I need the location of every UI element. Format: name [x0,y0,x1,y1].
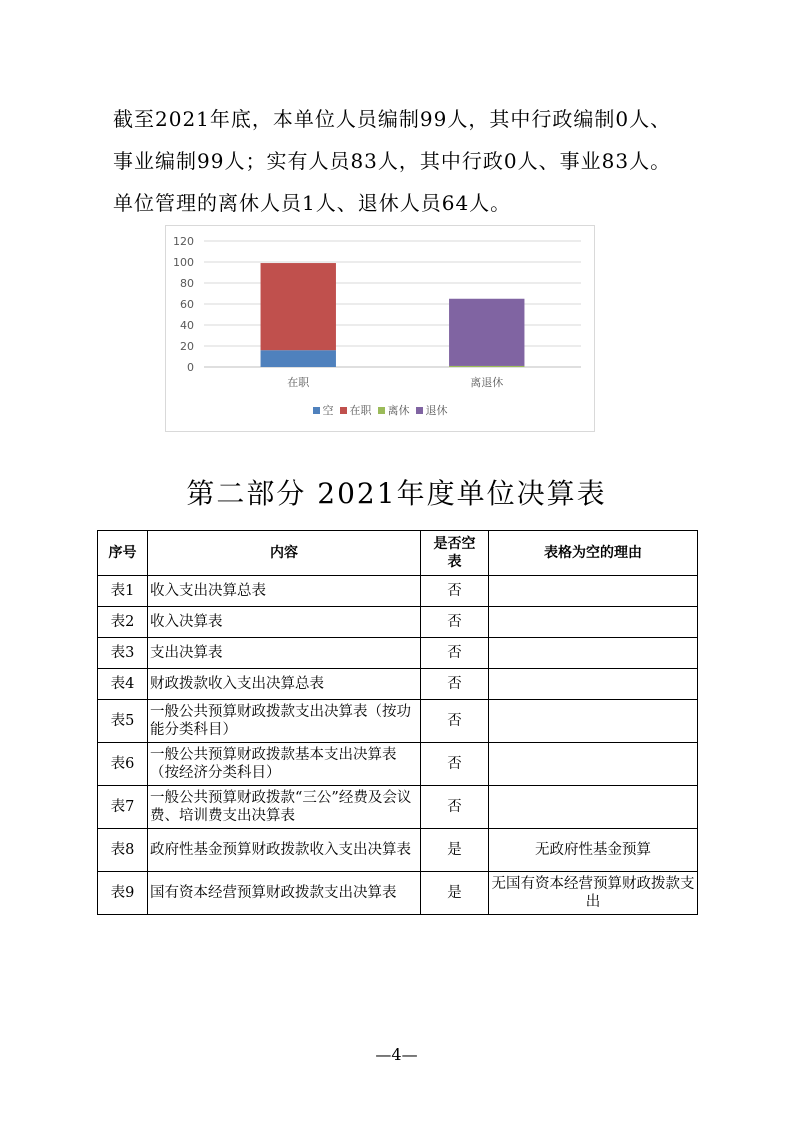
table-row [98,743,698,786]
row-content: 政府性基金预算财政拨款收入支出决算表 [148,829,421,872]
bar-空 [261,350,336,367]
header-content: 内容 [148,531,421,576]
row-content: 一般公共预算财政拨款基本支出决算表（按经济分类科目） [148,743,421,786]
table-row [98,872,698,915]
table-row [98,700,698,743]
row-is-empty: 是 [421,872,489,915]
table-row [98,669,698,700]
row-index: 表5 [98,700,148,743]
row-index: 表8 [98,829,148,872]
row-content: 财政拨款收入支出决算总表 [148,669,421,700]
legend-swatch [340,407,347,414]
row-reason [489,576,698,607]
row-content: 国有资本经营预算财政拨款支出决算表 [148,872,421,915]
row-is-empty: 否 [421,700,489,743]
row-is-empty: 是 [421,829,489,872]
row-index: 表2 [98,607,148,638]
y-tick-label: 20 [180,340,194,353]
header-index: 序号 [98,531,148,576]
y-tick-label: 120 [173,235,194,248]
row-content: 收入支出决算总表 [148,576,421,607]
row-reason: 无国有资本经营预算财政拨款支出 [489,872,698,915]
row-is-empty: 否 [421,576,489,607]
x-category-label: 离退休 [470,376,504,389]
row-content: 支出决算表 [148,638,421,669]
bar-离休 [449,366,524,367]
y-tick-label: 100 [173,256,194,269]
row-reason: 无政府性基金预算 [489,829,698,872]
row-index: 表1 [98,576,148,607]
row-is-empty: 否 [421,669,489,700]
x-category-label: 在职 [287,376,310,389]
legend-swatch [313,407,320,414]
row-reason [489,743,698,786]
legend-item [313,402,334,418]
row-content: 一般公共预算财政拨款“三公”经费及会议费、培训费支出决算表 [148,786,421,829]
legend-label: 在职 [349,404,372,417]
table-row [98,607,698,638]
row-is-empty: 否 [421,786,489,829]
staff-chart-canvas [166,226,594,431]
legend-item [378,402,410,418]
row-is-empty: 否 [421,743,489,786]
bar-在职 [261,263,336,350]
row-reason [489,669,698,700]
row-is-empty: 否 [421,607,489,638]
row-reason [489,786,698,829]
section-title: 第二部分 2021年度单位决算表 [186,477,607,510]
intro-paragraph: 截至2021年底，本单位人员编制99人，其中行政编制0人、事业编制99人；实有人员83人，其中行政0人、事业83人。单位管理的离休人员1人、退休人员64人。 [113,107,672,215]
page-number: —4— [375,1045,418,1064]
row-index: 表6 [98,743,148,786]
staff-chart [165,225,595,432]
row-is-empty: 否 [421,638,489,669]
table-row [98,786,698,829]
legend-label: 退休 [425,404,448,417]
row-index: 表4 [98,669,148,700]
legend-label: 空 [322,404,334,417]
legend-swatch [416,407,423,414]
header-reason: 表格为空的理由 [489,531,698,576]
table-row [98,829,698,872]
y-tick-label: 80 [180,277,194,290]
row-reason [489,607,698,638]
y-tick-label: 40 [180,319,194,332]
bar-退休 [449,299,524,366]
row-content: 一般公共预算财政拨款支出决算表（按功能分类科目） [148,700,421,743]
chart-legend [166,402,594,418]
y-tick-label: 60 [180,298,194,311]
y-tick-label: 0 [187,361,194,374]
row-index: 表7 [98,786,148,829]
row-content: 收入决算表 [148,607,421,638]
table-row [98,638,698,669]
legend-item [340,402,372,418]
budget-table [97,530,698,915]
row-reason [489,638,698,669]
row-index: 表3 [98,638,148,669]
row-index: 表9 [98,872,148,915]
table-header-row [98,531,698,576]
row-reason [489,700,698,743]
legend-label: 离休 [387,404,410,417]
legend-swatch [378,407,385,414]
legend-item [416,402,448,418]
table-row [98,576,698,607]
header-is-empty: 是否空表 [421,531,489,576]
